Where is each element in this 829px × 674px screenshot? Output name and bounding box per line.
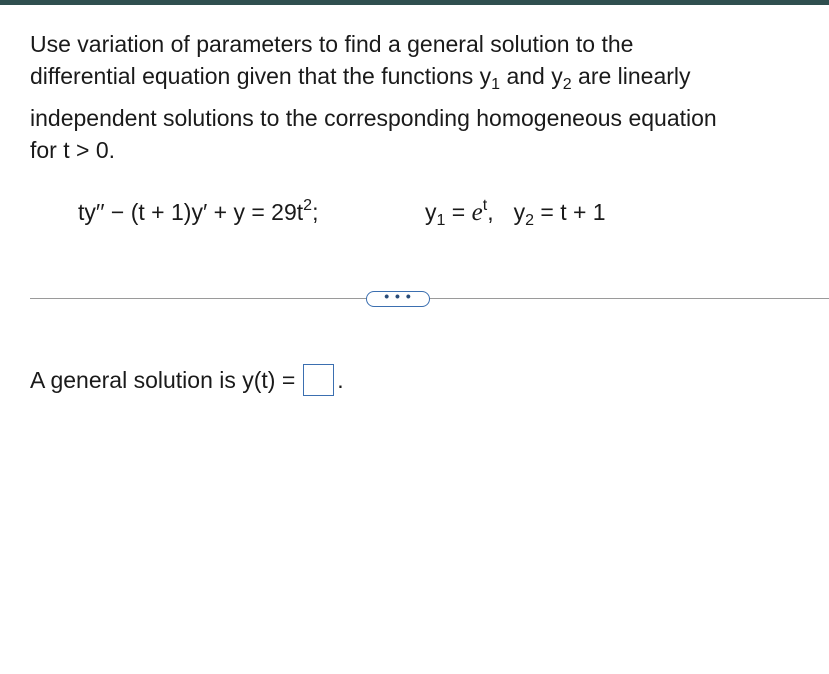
expand-more-button[interactable] xyxy=(366,288,430,307)
y2-base: y xyxy=(513,199,526,225)
question-line-1: Use variation of parameters to find a general solution to the xyxy=(30,31,634,57)
equation-lhs: ty′′ − (t + 1)y′ + y = 29t xyxy=(78,199,304,225)
answer-period: . xyxy=(337,366,344,393)
y1-eq: = xyxy=(445,199,472,225)
equation-power: 2 xyxy=(303,197,313,214)
y1-sub: 1 xyxy=(436,212,446,229)
y1-e: e xyxy=(471,199,483,226)
question-text xyxy=(30,28,820,166)
answer-row xyxy=(30,364,344,396)
y2-rhs: = t + 1 xyxy=(533,199,606,225)
top-bar xyxy=(0,0,829,5)
answer-prompt: A general solution is y(t) = xyxy=(30,366,296,393)
question-line-4: for t > 0. xyxy=(30,137,116,163)
y1-base: y xyxy=(425,199,437,225)
y1-subscript: 1 xyxy=(491,76,501,93)
question-line-2 xyxy=(30,60,820,92)
question-line-2-prefix: differential equation given that the functions y xyxy=(30,63,492,89)
y2-subscript: 2 xyxy=(562,76,572,93)
y2-sub: 2 xyxy=(525,212,534,229)
question-line-2-and: and y xyxy=(500,63,563,89)
equation-end: ; xyxy=(312,199,319,225)
y1-power: t xyxy=(482,197,488,214)
y1-end: , xyxy=(487,199,494,225)
ellipsis-icon: • • • xyxy=(384,288,412,304)
differential-equation xyxy=(78,199,318,226)
question-line-2-suffix: are linearly xyxy=(571,63,691,89)
answer-input[interactable] xyxy=(303,364,334,396)
given-functions xyxy=(425,199,606,227)
question-line-3: independent solutions to the corresponding homogeneous equation xyxy=(30,105,717,131)
